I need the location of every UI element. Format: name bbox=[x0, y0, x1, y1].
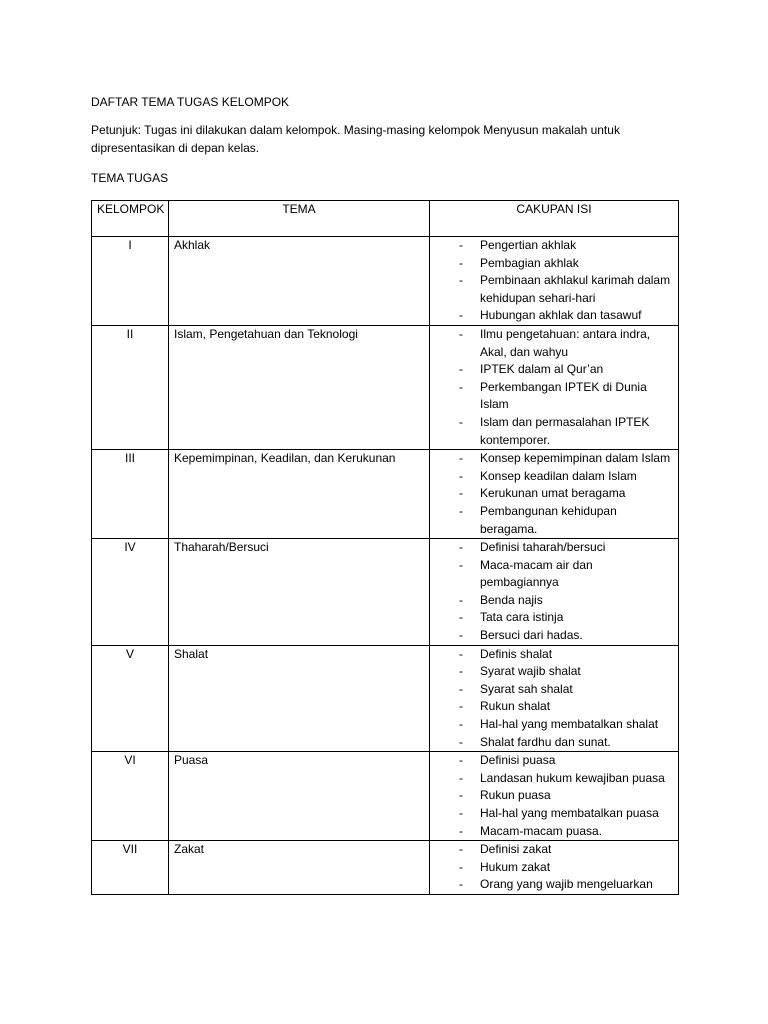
scope-item bbox=[435, 503, 673, 538]
scope-item bbox=[435, 272, 673, 307]
bullet-dash: - bbox=[459, 842, 463, 857]
scope-item-text: Orang yang wajib mengeluarkan bbox=[480, 877, 653, 892]
scope-list bbox=[435, 841, 673, 894]
scope-item bbox=[435, 468, 673, 486]
scope-item bbox=[435, 646, 673, 664]
scope-item-text: Syarat sah shalat bbox=[480, 681, 573, 696]
scope-item-text: Bersuci dari hadas. bbox=[480, 628, 583, 643]
header-theme: TEMA bbox=[169, 201, 430, 237]
group-cell: II bbox=[92, 325, 169, 449]
bullet-dash: - bbox=[459, 486, 463, 501]
group-cell: IV bbox=[92, 539, 169, 646]
group-cell: I bbox=[92, 237, 169, 326]
scope-item bbox=[435, 752, 673, 770]
table-row bbox=[92, 450, 679, 539]
scope-item-text: Definisi zakat bbox=[480, 842, 552, 857]
bullet-dash: - bbox=[459, 592, 463, 607]
bullet-dash: - bbox=[459, 362, 463, 377]
scope-item-text: Hubungan akhlak dan tasawuf bbox=[480, 308, 642, 323]
scope-cell bbox=[430, 752, 679, 841]
bullet-dash: - bbox=[459, 699, 463, 714]
scope-list bbox=[435, 450, 673, 538]
task-table bbox=[91, 200, 679, 895]
scope-item-text: Konsep kepemimpinan dalam Islam bbox=[480, 451, 671, 466]
scope-item-text: Tata cara istinja bbox=[480, 610, 564, 625]
scope-item-text: Definisi puasa bbox=[480, 753, 556, 768]
scope-item-text: Pembagian akhlak bbox=[480, 255, 579, 270]
bullet-dash: - bbox=[459, 451, 463, 466]
bullet-dash: - bbox=[459, 717, 463, 732]
table-body bbox=[92, 237, 679, 895]
scope-item-text: Definisi taharah/bersuci bbox=[480, 540, 606, 555]
bullet-dash: - bbox=[459, 273, 463, 288]
bullet-dash: - bbox=[459, 770, 463, 785]
scope-cell bbox=[430, 539, 679, 646]
scope-item bbox=[435, 716, 673, 734]
scope-list bbox=[435, 237, 673, 325]
scope-item-text: Islam dan permasalahan IPTEK kontemporer. bbox=[480, 414, 650, 447]
theme-cell: Kepemimpinan, Keadilan, dan Kerukunan bbox=[169, 450, 430, 539]
scope-item bbox=[435, 663, 673, 681]
bullet-dash: - bbox=[459, 308, 463, 323]
document-title: DAFTAR TEMA TUGAS KELOMPOK bbox=[91, 95, 290, 109]
scope-item-text: Maca-macam air dan pembagiannya bbox=[480, 557, 593, 590]
bullet-dash: - bbox=[459, 681, 463, 696]
table-header-row bbox=[92, 201, 679, 237]
bullet-dash: - bbox=[459, 468, 463, 483]
bullet-dash: - bbox=[459, 753, 463, 768]
scope-item-text: Konsep keadilan dalam Islam bbox=[480, 468, 637, 483]
table-row bbox=[92, 325, 679, 449]
scope-item-text: Syarat wajib shalat bbox=[480, 664, 581, 679]
scope-list bbox=[435, 646, 673, 752]
scope-item bbox=[435, 485, 673, 503]
bullet-dash: - bbox=[459, 859, 463, 874]
scope-item bbox=[435, 859, 673, 877]
scope-item-text: Perkembangan IPTEK di Dunia Islam bbox=[480, 379, 647, 412]
theme-cell: Puasa bbox=[169, 752, 430, 841]
scope-list bbox=[435, 326, 673, 449]
scope-list bbox=[435, 752, 673, 840]
scope-item-text: Landasan hukum kewajiban puasa bbox=[480, 770, 665, 785]
header-group: KELOMPOK bbox=[92, 201, 169, 237]
scope-item bbox=[435, 450, 673, 468]
scope-item-text: Pembinaan akhlakul karimah dalam kehidupan sehari-hari bbox=[480, 273, 671, 305]
scope-item bbox=[435, 627, 673, 645]
bullet-dash: - bbox=[459, 877, 463, 892]
bullet-dash: - bbox=[459, 628, 463, 643]
scope-item bbox=[435, 609, 673, 627]
bullet-dash: - bbox=[459, 255, 463, 270]
scope-item bbox=[435, 379, 673, 414]
bullet-dash: - bbox=[459, 646, 463, 661]
scope-item-text: Hukum zakat bbox=[480, 859, 551, 874]
scope-item-text: Benda najis bbox=[480, 592, 543, 607]
bullet-dash: - bbox=[459, 557, 463, 572]
bullet-dash: - bbox=[459, 734, 463, 749]
bullet-dash: - bbox=[459, 414, 463, 429]
bullet-dash: - bbox=[459, 664, 463, 679]
scope-cell bbox=[430, 237, 679, 326]
instructions-text: Petunjuk: Tugas ini dilakukan dalam kelompok. Masing-masing kelompok Menyusun makalah untuk dipresentasikan di depan kelas. bbox=[91, 123, 620, 155]
bullet-dash: - bbox=[459, 610, 463, 625]
scope-cell bbox=[430, 841, 679, 895]
bullet-dash: - bbox=[459, 326, 463, 341]
scope-item bbox=[435, 770, 673, 788]
scope-item-text: Rukun shalat bbox=[480, 699, 551, 714]
group-cell: III bbox=[92, 450, 169, 539]
scope-item bbox=[435, 805, 673, 823]
scope-item bbox=[435, 361, 673, 379]
scope-cell bbox=[430, 645, 679, 752]
scope-item-text: Hal-hal yang membatalkan puasa bbox=[480, 806, 659, 820]
theme-cell: Shalat bbox=[169, 645, 430, 752]
scope-item bbox=[435, 414, 673, 449]
theme-cell: Akhlak bbox=[169, 237, 430, 326]
bullet-dash: - bbox=[459, 823, 463, 838]
scope-item bbox=[435, 681, 673, 699]
group-cell: V bbox=[92, 645, 169, 752]
scope-item-text: Kerukunan umat beragama bbox=[480, 486, 626, 501]
scope-item bbox=[435, 255, 673, 273]
section-title: TEMA TUGAS bbox=[91, 171, 169, 185]
scope-item bbox=[435, 557, 673, 592]
scope-item bbox=[435, 237, 673, 255]
scope-item bbox=[435, 823, 673, 841]
scope-item bbox=[435, 876, 673, 894]
scope-item bbox=[435, 539, 673, 557]
bullet-dash: - bbox=[459, 379, 463, 394]
scope-item bbox=[435, 734, 673, 752]
scope-item bbox=[435, 326, 673, 361]
table-row bbox=[92, 539, 679, 646]
scope-item-text: Pengertian akhlak bbox=[480, 238, 577, 252]
scope-cell bbox=[430, 450, 679, 539]
table-row bbox=[92, 645, 679, 752]
bullet-dash: - bbox=[459, 788, 463, 803]
scope-item-text: Pembangunan kehidupan beragama. bbox=[480, 503, 617, 536]
scope-item-text: Definis shalat bbox=[480, 646, 553, 661]
theme-cell: Islam, Pengetahuan dan Teknologi bbox=[169, 325, 430, 449]
group-cell: VI bbox=[92, 752, 169, 841]
scope-item-text: Ilmu pengetahuan: antara indra, Akal, dan wahyu bbox=[480, 326, 651, 359]
theme-cell: Zakat bbox=[169, 841, 430, 895]
scope-item-text: Rukun puasa bbox=[480, 788, 551, 803]
scope-item bbox=[435, 592, 673, 610]
bullet-dash: - bbox=[459, 806, 463, 820]
scope-item-text: IPTEK dalam al Qur’an bbox=[480, 362, 604, 377]
bullet-dash: - bbox=[459, 540, 463, 555]
table-row bbox=[92, 237, 679, 326]
table-row bbox=[92, 841, 679, 895]
table-row bbox=[92, 752, 679, 841]
group-cell: VII bbox=[92, 841, 169, 895]
scope-item-text: Macam-macam puasa. bbox=[480, 823, 603, 838]
bullet-dash: - bbox=[459, 238, 463, 252]
scope-item-text: Shalat fardhu dan sunat. bbox=[480, 734, 611, 749]
scope-item-text: Hal-hal yang membatalkan shalat bbox=[480, 717, 659, 732]
scope-item bbox=[435, 698, 673, 716]
scope-cell bbox=[430, 325, 679, 449]
scope-item bbox=[435, 307, 673, 325]
bullet-dash: - bbox=[459, 503, 463, 518]
scope-item bbox=[435, 841, 673, 859]
scope-item bbox=[435, 787, 673, 805]
scope-list bbox=[435, 539, 673, 645]
header-scope: CAKUPAN ISI bbox=[430, 201, 679, 237]
theme-cell: Thaharah/Bersuci bbox=[169, 539, 430, 646]
